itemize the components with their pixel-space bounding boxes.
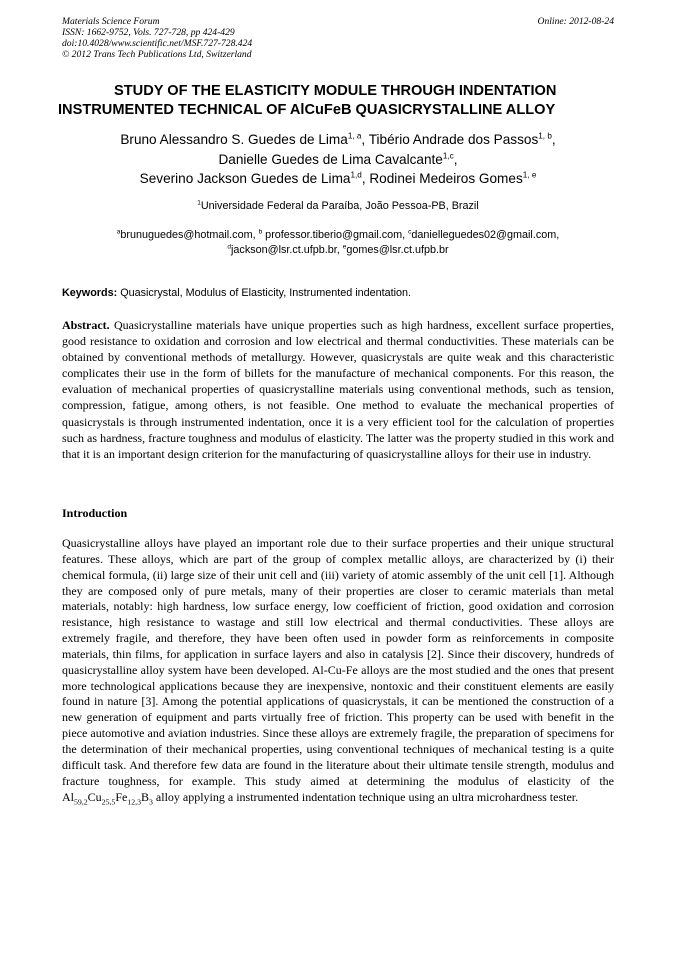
email-address: gomes@lsr.ct.ufpb.br bbox=[346, 244, 449, 256]
email-superscript: d bbox=[227, 243, 232, 251]
author-line-1 bbox=[62, 130, 614, 150]
introduction-text: Quasicrystalline alloys have played an important role due to their surface properties and their unique structural features. These alloys, which are part of the group of complex metallic alloys, are characterized by (i) their chemical formula, (ii) large size of their unit cell and (iii) variety of atomic assembly of the unit cell [1]. Although they are composed only of pure metals, many of their properties are closer to ceramic materials than metal materials, notably: high hardness, low surface energy, low coefficient of friction, good oxidation and corrosion resistance, high resistance to wastage and still low electrical and thermal conductivities. These alloys are extremely fragile, and therefore, they have been often used in powder form as reinforcements in composite materials, thin films, for application in surface layers and also in catalysis [2]. Since their discovery, hundreds of quasicrystalline alloy system have been developed. Al-Cu-Fe alloys are the most studied and the ones that present more technological applications because they are inexpensive, nontoxic and their constituent elements are easily found in nature [3]. Among the potential applications of quasicrystals, it can be mentioned the construction of a new generation of equipment and parts virtually free of friction. This property can be used with benefit in the piece automotive and aviation industries. Since these alloys are extremely fragile, the preparation of specimens for the determination of their mechanical properties, using conventional techniques of mechanical testing is a quite difficult task. And therefore few data are found in the literature about their ultimate tensile strength, modulus and fracture toughness, for example. This study aimed at determining the modulus of elasticity of the bbox=[62, 536, 614, 788]
author-name: Severino Jackson Guedes de Lima bbox=[139, 171, 351, 186]
publication-header bbox=[62, 16, 422, 60]
introduction-tail: alloy applying a instrumented indentation technique using an ultra microhardness tester. bbox=[152, 789, 579, 804]
author-list bbox=[62, 130, 614, 189]
formula-subscript: 25,5 bbox=[101, 796, 116, 806]
author-separator: , bbox=[551, 132, 556, 147]
section-heading-introduction: Introduction bbox=[62, 506, 128, 520]
author-superscript: 1, e bbox=[522, 170, 537, 180]
keywords-label: Keywords: bbox=[62, 287, 118, 299]
author-superscript: 1,c bbox=[442, 150, 454, 160]
alloy-formula bbox=[62, 790, 153, 804]
keywords-text: Quasicrystal, Modulus of Elasticity, Instrumented indentation. bbox=[117, 287, 412, 299]
formula-subscript: 12,3 bbox=[127, 796, 141, 806]
email-line-2 bbox=[62, 243, 614, 258]
author-name: Danielle Guedes de Lima Cavalcante bbox=[218, 151, 443, 167]
email-superscript: b bbox=[258, 228, 263, 236]
affiliation-superscript: 1 bbox=[197, 199, 201, 207]
email-superscript: a bbox=[116, 228, 121, 236]
author-superscript: 1, b bbox=[538, 131, 552, 141]
email-address: professor.tiberio@gmail.com, bbox=[262, 229, 409, 241]
email-address: danielleguedes02@gmail.com, bbox=[411, 229, 560, 241]
formula-subscript: 3 bbox=[149, 796, 153, 806]
author-line-3 bbox=[62, 169, 614, 189]
abstract-label: Abstract. bbox=[62, 318, 110, 332]
formula-subscript: 59,2 bbox=[74, 796, 88, 806]
abstract bbox=[62, 317, 614, 462]
formula-element: B bbox=[140, 789, 149, 804]
abstract-text: Quasicrystalline materials have unique properties such as high hardness, excellent surface properties, good resistance to oxidation and corrosion and low electrical and thermal conductivities. These materials can be obtained by conventional methods of metallurgy. However, quasicrystals are quite weak and this characteristic complicates their use in the form of billets for the manufacture of mechanical components. For this reason, the evaluation of mechanical properties of quasicrystalline materials using conventional methods, such as tension, compression, fatigue, among others, is not feasible. One method to evaluate the mechanical properties of quasicrystals is through instrumented indentation, once it is a very efficient tool for the calculation of properties such as hardness, fracture toughness and modulus of elasticity. The latter was the property studied in this work and that it is an important design criterion for the manufacturing of quasicrystalline alloys for their use in industry. bbox=[62, 318, 614, 461]
author-line-2 bbox=[62, 150, 614, 170]
doi-line: doi:10.4028/www.scientific.net/MSF.727-728.424 bbox=[62, 38, 253, 49]
email-superscript: e bbox=[342, 243, 347, 251]
email-superscript: c bbox=[408, 228, 412, 236]
issn-line: ISSN: 1662-9752, Vols. 727-728, pp 424-429 bbox=[62, 27, 235, 38]
journal-name: Materials Science Forum bbox=[62, 16, 160, 27]
title-line-1: STUDY OF THE ELASTICITY MODULE THROUGH INDENTATION bbox=[114, 83, 557, 99]
author-name: , Tibério Andrade dos Passos bbox=[361, 132, 539, 147]
affiliation-text: Universidade Federal da Paraíba, João Pessoa-PB, Brazil bbox=[200, 200, 479, 212]
author-name: , Rodinei Medeiros Gomes bbox=[361, 171, 523, 186]
author-separator: , bbox=[453, 151, 458, 167]
email-line-1 bbox=[62, 228, 614, 243]
email-address: jackson@lsr.ct.ufpb.br, bbox=[231, 244, 343, 256]
affiliation bbox=[62, 199, 614, 213]
copyright-line: © 2012 Trans Tech Publications Ltd, Switzerland bbox=[62, 49, 252, 60]
keywords bbox=[62, 286, 614, 300]
introduction-paragraph bbox=[62, 536, 614, 805]
title-line-2: INSTRUMENTED TECHNICAL OF AlCuFeB QUASICRYSTALLINE ALLOY bbox=[58, 102, 556, 118]
email-address: brunuguedes@hotmail.com, bbox=[120, 229, 259, 241]
author-superscript: 1,d bbox=[350, 170, 362, 180]
paper-title bbox=[58, 82, 620, 120]
formula-element: Cu bbox=[87, 789, 102, 804]
formula-element: Al bbox=[62, 789, 74, 804]
formula-element: Fe bbox=[115, 789, 128, 804]
email-list bbox=[62, 228, 614, 258]
author-name: Bruno Alessandro S. Guedes de Lima bbox=[120, 132, 348, 147]
online-date: Online: 2012-08-24 bbox=[537, 16, 614, 27]
author-superscript: 1, a bbox=[347, 131, 362, 141]
